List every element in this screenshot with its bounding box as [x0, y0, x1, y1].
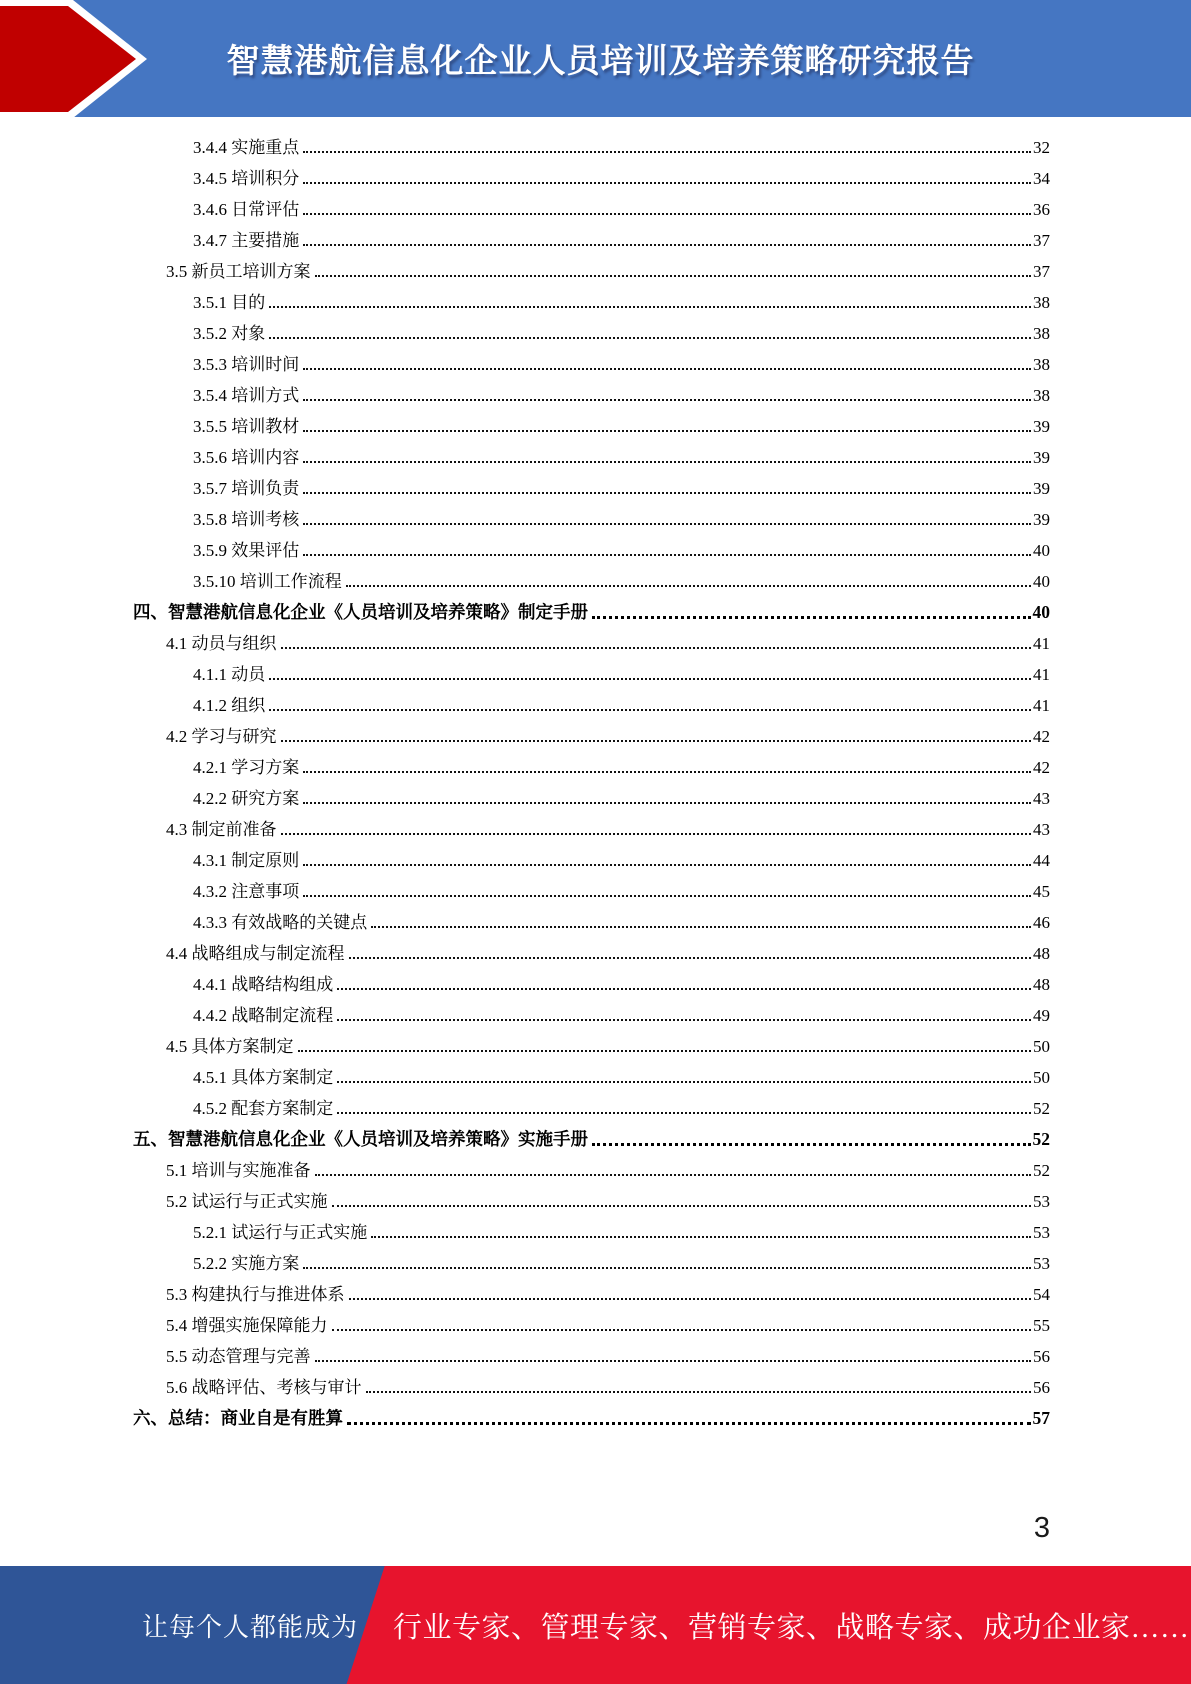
toc-entry-label: 4.2 学习与研究	[166, 727, 277, 746]
toc-entry-page: 37	[1033, 262, 1050, 281]
toc-entry-page: 56	[1033, 1378, 1050, 1397]
toc-entry-page: 50	[1033, 1068, 1050, 1087]
toc-entry-label: 4.1.2 组织	[193, 696, 266, 715]
toc-entry-label: 4.3 制定前准备	[166, 820, 277, 839]
toc-entry-page: 56	[1033, 1347, 1050, 1366]
toc-entry-label: 5.2.2 实施方案	[193, 1254, 300, 1273]
toc-entry[interactable]	[133, 658, 1050, 689]
toc-dot-leader	[281, 647, 1032, 649]
toc-entry-page: 41	[1033, 665, 1050, 684]
toc-dot-leader	[303, 213, 1031, 215]
toc-entry-label: 4.3.3 有效战略的关键点	[193, 913, 368, 932]
toc-entry-page: 39	[1033, 510, 1050, 529]
toc-entry-label: 4.4.1 战略结构组成	[193, 975, 334, 994]
toc-entry-label: 3.5 新员工培训方案	[166, 262, 311, 281]
toc-entry[interactable]	[133, 689, 1050, 720]
toc-entry-page: 40	[1032, 602, 1050, 622]
toc-entry-label: 4.1 动员与组织	[166, 634, 277, 653]
toc-entry-label: 五、智慧港航信息化企业《人员培训及培养策略》实施手册	[133, 1129, 588, 1149]
toc-entry-page: 37	[1033, 231, 1050, 250]
toc-entry[interactable]	[133, 565, 1050, 596]
toc-entry-page: 52	[1033, 1161, 1050, 1180]
toc-entry-label: 3.5.9 效果评估	[193, 541, 300, 560]
toc-entry-label: 4.3.2 注意事项	[193, 882, 300, 901]
toc-entry-label: 5.5 动态管理与完善	[166, 1347, 311, 1366]
toc-entry-label: 5.2.1 试运行与正式实施	[193, 1223, 368, 1242]
toc-entry[interactable]	[133, 348, 1050, 379]
toc-entry-label: 3.4.4 实施重点	[193, 138, 300, 157]
toc-entry[interactable]	[133, 968, 1050, 999]
toc-entry-page: 41	[1033, 634, 1050, 653]
toc-entry-page: 34	[1033, 169, 1050, 188]
page-title: 智慧港航信息化企业人员培训及培养策略研究报告	[226, 42, 975, 79]
toc-dot-leader	[337, 1081, 1031, 1083]
toc-entry[interactable]	[133, 379, 1050, 410]
toc-dot-leader	[592, 1143, 1031, 1146]
toc-entry-page: 39	[1033, 479, 1050, 498]
toc-entry[interactable]	[133, 224, 1050, 255]
toc-dot-leader	[303, 802, 1031, 804]
toc-entry-page: 42	[1033, 758, 1050, 777]
toc-dot-leader	[315, 275, 1032, 277]
toc-dot-leader	[303, 151, 1031, 153]
toc-entry[interactable]	[133, 162, 1050, 193]
toc-entry[interactable]	[133, 906, 1050, 937]
toc-dot-leader	[303, 368, 1031, 370]
toc-entry[interactable]	[133, 534, 1050, 565]
toc-entry-page: 43	[1033, 789, 1050, 808]
toc-entry-page: 48	[1033, 944, 1050, 963]
toc-entry-page: 53	[1033, 1192, 1050, 1211]
toc-entry-page: 32	[1033, 138, 1050, 157]
toc-entry-page: 53	[1033, 1254, 1050, 1273]
toc-entry[interactable]	[133, 472, 1050, 503]
toc-dot-leader	[371, 1236, 1031, 1238]
toc-dot-leader	[332, 1205, 1032, 1207]
toc-entry-label: 5.1 培训与实施准备	[166, 1161, 311, 1180]
toc-dot-leader	[269, 306, 1031, 308]
footer-slogan-right: 行业专家、管理专家、营销专家、战略专家、成功企业家……	[393, 1611, 1190, 1644]
toc-entry[interactable]	[133, 1340, 1050, 1371]
toc-entry[interactable]	[133, 937, 1050, 968]
toc-entry-label: 4.4 战略组成与制定流程	[166, 944, 345, 963]
toc-entry-page: 40	[1033, 541, 1050, 560]
toc-entry[interactable]	[133, 1402, 1050, 1433]
toc-dot-leader	[332, 1329, 1032, 1331]
toc-entry-label: 3.5.2 对象	[193, 324, 266, 343]
toc-entry-page: 53	[1033, 1223, 1050, 1242]
toc-dot-leader	[371, 926, 1031, 928]
toc-entry[interactable]	[133, 410, 1050, 441]
toc-entry-label: 3.4.5 培训积分	[193, 169, 300, 188]
toc-dot-leader	[269, 709, 1031, 711]
toc-dot-leader	[315, 1174, 1032, 1176]
toc-entry-label: 3.5.6 培训内容	[193, 448, 300, 467]
toc-entry-page: 52	[1033, 1099, 1050, 1118]
toc-entry[interactable]	[133, 782, 1050, 813]
toc-entry[interactable]	[133, 999, 1050, 1030]
toc-entry-label: 3.5.3 培训时间	[193, 355, 300, 374]
toc-dot-leader	[337, 1019, 1031, 1021]
toc-dot-leader	[281, 740, 1032, 742]
toc-entry[interactable]	[133, 1092, 1050, 1123]
toc-dot-leader	[347, 1422, 1031, 1425]
toc-dot-leader	[346, 585, 1031, 587]
toc-entry[interactable]	[133, 255, 1050, 286]
toc-entry[interactable]	[133, 844, 1050, 875]
toc-entry-page: 44	[1033, 851, 1050, 870]
toc-entry-page: 36	[1033, 200, 1050, 219]
toc-dot-leader	[303, 399, 1031, 401]
toc-entry-label: 4.4.2 战略制定流程	[193, 1006, 334, 1025]
footer-band	[0, 1566, 1191, 1684]
toc-entry-label: 4.5.2 配套方案制定	[193, 1099, 334, 1118]
toc-dot-leader	[303, 492, 1031, 494]
toc-entry-label: 六、总结：商业自是有胜算	[133, 1408, 343, 1428]
toc-entry-label: 5.6 战略评估、考核与审计	[166, 1378, 362, 1397]
toc-entry-page: 38	[1033, 355, 1050, 374]
toc-entry[interactable]	[133, 193, 1050, 224]
table-of-contents	[133, 131, 1050, 1433]
toc-entry[interactable]	[133, 1154, 1050, 1185]
toc-entry[interactable]	[133, 1030, 1050, 1061]
toc-entry[interactable]	[133, 1309, 1050, 1340]
toc-entry[interactable]	[133, 1371, 1050, 1402]
toc-entry-page: 54	[1033, 1285, 1050, 1304]
toc-dot-leader	[337, 988, 1031, 990]
toc-entry-page: 39	[1033, 417, 1050, 436]
toc-entry[interactable]	[133, 317, 1050, 348]
toc-dot-leader	[298, 1050, 1032, 1052]
toc-entry-page: 43	[1033, 820, 1050, 839]
toc-entry[interactable]	[133, 875, 1050, 906]
toc-entry[interactable]	[133, 1185, 1050, 1216]
toc-dot-leader	[337, 1112, 1031, 1114]
toc-dot-leader	[303, 1267, 1031, 1269]
toc-entry[interactable]	[133, 720, 1050, 751]
toc-entry-label: 3.5.5 培训教材	[193, 417, 300, 436]
toc-entry-page: 48	[1033, 975, 1050, 994]
toc-entry[interactable]	[133, 1278, 1050, 1309]
toc-entry-page: 42	[1033, 727, 1050, 746]
toc-entry[interactable]	[133, 441, 1050, 472]
toc-entry-label: 5.4 增强实施保障能力	[166, 1316, 328, 1335]
toc-dot-leader	[303, 244, 1031, 246]
toc-entry-label: 5.2 试运行与正式实施	[166, 1192, 328, 1211]
toc-entry-page: 40	[1033, 572, 1050, 591]
toc-entry[interactable]	[133, 1061, 1050, 1092]
toc-dot-leader	[303, 554, 1031, 556]
toc-entry-page: 38	[1033, 386, 1050, 405]
footer-slogan-left: 让每个人都能成为	[142, 1612, 359, 1642]
toc-entry-label: 4.1.1 动员	[193, 665, 266, 684]
toc-entry[interactable]	[133, 813, 1050, 844]
toc-entry-page: 38	[1033, 293, 1050, 312]
header-band	[0, 0, 1191, 117]
toc-entry-label: 3.5.8 培训考核	[193, 510, 300, 529]
toc-dot-leader	[303, 523, 1031, 525]
toc-entry-page: 45	[1033, 882, 1050, 901]
toc-dot-leader	[269, 337, 1031, 339]
toc-dot-leader	[303, 895, 1031, 897]
toc-dot-leader	[303, 771, 1031, 773]
toc-entry-label: 4.5.1 具体方案制定	[193, 1068, 334, 1087]
toc-entry[interactable]	[133, 503, 1050, 534]
toc-entry-label: 4.2.2 研究方案	[193, 789, 300, 808]
toc-entry-page: 55	[1033, 1316, 1050, 1335]
toc-entry-label: 5.3 构建执行与推进体系	[166, 1285, 345, 1304]
toc-dot-leader	[269, 678, 1031, 680]
toc-entry[interactable]	[133, 596, 1050, 627]
toc-entry-label: 4.2.1 学习方案	[193, 758, 300, 777]
toc-entry-label: 4.5 具体方案制定	[166, 1037, 294, 1056]
toc-dot-leader	[349, 957, 1032, 959]
toc-entry[interactable]	[133, 286, 1050, 317]
toc-entry-page: 41	[1033, 696, 1050, 715]
toc-dot-leader	[303, 864, 1031, 866]
toc-entry[interactable]	[133, 1247, 1050, 1278]
toc-entry-page: 57	[1032, 1408, 1050, 1428]
toc-dot-leader	[303, 430, 1031, 432]
toc-entry-label: 3.5.1 目的	[193, 293, 266, 312]
toc-entry[interactable]	[133, 131, 1050, 162]
page-number: 3	[1033, 1512, 1050, 1544]
toc-entry-page: 50	[1033, 1037, 1050, 1056]
toc-entry-label: 4.3.1 制定原则	[193, 851, 300, 870]
toc-entry-page: 52	[1032, 1129, 1050, 1149]
toc-dot-leader	[303, 461, 1031, 463]
toc-entry-label: 3.5.7 培训负责	[193, 479, 300, 498]
toc-entry[interactable]	[133, 751, 1050, 782]
toc-entry-page: 39	[1033, 448, 1050, 467]
toc-dot-leader	[592, 616, 1031, 619]
toc-dot-leader	[366, 1391, 1032, 1393]
toc-dot-leader	[349, 1298, 1032, 1300]
toc-entry[interactable]	[133, 627, 1050, 658]
toc-dot-leader	[303, 182, 1031, 184]
toc-dot-leader	[281, 833, 1032, 835]
toc-entry-label: 3.5.4 培训方式	[193, 386, 300, 405]
toc-entry[interactable]	[133, 1216, 1050, 1247]
toc-entry-page: 46	[1033, 913, 1050, 932]
toc-entry-label: 3.5.10 培训工作流程	[193, 572, 342, 591]
toc-entry-label: 四、智慧港航信息化企业《人员培训及培养策略》制定手册	[133, 602, 588, 622]
toc-entry-page: 38	[1033, 324, 1050, 343]
toc-entry-label: 3.4.6 日常评估	[193, 200, 300, 219]
toc-entry-label: 3.4.7 主要措施	[193, 231, 300, 250]
toc-dot-leader	[315, 1360, 1032, 1362]
toc-entry-page: 49	[1033, 1006, 1050, 1025]
toc-entry[interactable]	[133, 1123, 1050, 1154]
